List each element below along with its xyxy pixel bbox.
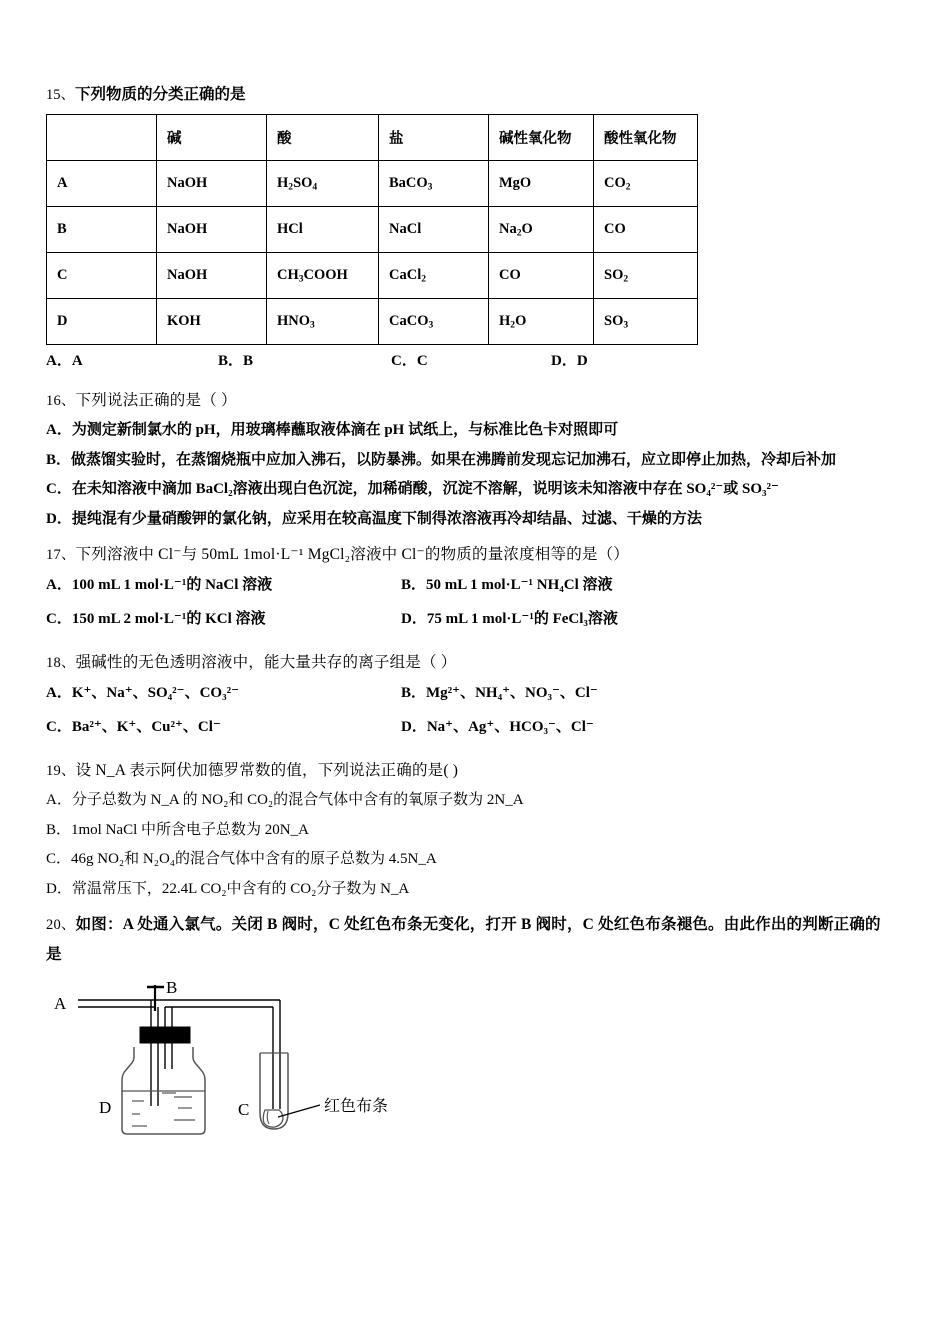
question-17-option-c[interactable]: C．150 mL 2 mol·L⁻¹的 KCl 溶液: [46, 611, 266, 628]
cell-acid: $CH_3COOH$: [267, 253, 379, 299]
table-header-base: 碱: [157, 115, 267, 161]
question-19-option-d[interactable]: D．常温常压下，22.4L CO₂中含有的 CO₂分子数为 N_A: [46, 880, 410, 897]
cell-salt: CaCO$_3$: [379, 299, 489, 345]
cell-basic-oxide: MgO: [489, 161, 594, 207]
diagram-label-C: C: [238, 1100, 250, 1120]
question-19-stem: [46, 759, 914, 783]
question-18-text: 强碱性的无色透明溶液中，能大量共存的离子组是（ ）: [75, 654, 457, 672]
question-19-number: 19、: [46, 763, 76, 780]
cell-acidic-oxide: $SO_2$: [594, 253, 698, 299]
cell-acidic-oxide: $SO_3$: [594, 299, 698, 345]
question-15-answers: [46, 349, 914, 375]
cell-base: NaOH: [157, 253, 267, 299]
diagram-label-A: A: [54, 994, 67, 1014]
cell-basic-oxide: $Na_2O$: [489, 207, 594, 253]
cell-salt: NaCl: [379, 207, 489, 253]
question-20-stem-line-1: [46, 913, 914, 937]
cell-basic-oxide: CO: [489, 253, 594, 299]
cell-acidic-oxide: $CO_2$: [594, 161, 698, 207]
answer-option-b[interactable]: B．B: [218, 353, 254, 369]
table-header-acidic-oxide: 酸性氧化物: [594, 115, 698, 161]
cell-acidic-oxide: CO: [594, 207, 698, 253]
page-content: [46, 82, 914, 1161]
cloth-strip-leader-line: [278, 1105, 320, 1117]
table-row: [47, 207, 698, 253]
question-15-number: 15、: [46, 87, 75, 103]
question-18-option-row-1: [46, 681, 914, 711]
question-16-text: 下列说法正确的是（ ）: [75, 392, 237, 409]
cell-acid: HCl: [267, 207, 379, 253]
table-row: [47, 161, 698, 207]
question-19-option-a[interactable]: A．分子总数为 N_A 的 NO₂和 CO₂的混合气体中含有的氧原子数为 2N_A: [46, 792, 524, 809]
question-17-option-a[interactable]: A．100 mL 1 mol·L⁻¹的 NaCl 溶液: [46, 577, 273, 594]
classification-table: [46, 114, 698, 345]
row-label: D: [47, 299, 157, 345]
question-16-number: 16、: [46, 393, 76, 409]
table-header-blank: [47, 115, 157, 161]
question-19-text: 设 N_A 表示阿伏加德罗常数的值，下列说法正确的是( ): [75, 762, 459, 780]
question-18-option-row-2: [46, 715, 914, 745]
apparatus-diagram: [52, 981, 452, 1161]
rubber-stopper: [140, 1027, 190, 1043]
question-15-text: 下列物质的分类正确的是: [75, 86, 246, 103]
table-row: [47, 253, 698, 299]
cell-salt: CaCl$_2$: [379, 253, 489, 299]
apparatus-svg: [52, 981, 452, 1161]
question-19-option-c[interactable]: C．46g NO₂和 N₂O₄的混合气体中含有的原子总数为 4.5N_A: [46, 851, 437, 868]
cloth-strip-label: 红色布条: [324, 1098, 389, 1116]
question-17-number: 17、: [46, 547, 76, 564]
cell-base: NaOH: [157, 161, 267, 207]
row-label: C: [47, 253, 157, 299]
row-label: A: [47, 161, 157, 207]
question-16-option-b[interactable]: B．做蒸馏实验时，在蒸馏烧瓶中应加入沸石，以防暴沸。如果在沸腾前发现忘记加沸石，应立即停止加热，冷却后补加: [46, 451, 837, 468]
question-17-option-d[interactable]: D．75 mL 1 mol·L⁻¹的 FeCl₃溶液: [401, 611, 618, 628]
question-18-option-d[interactable]: D．Na⁺、Ag⁺、HCO₃⁻、Cl⁻: [401, 719, 594, 736]
cell-salt: BaCO$_3$: [379, 161, 489, 207]
table-body: [47, 161, 698, 345]
question-16-option-a[interactable]: A．为测定新制氯水的 pH，用玻璃棒蘸取液体滴在 pH 试纸上，与标准比色卡对照即可: [46, 422, 619, 439]
table-header-basic-oxide: 碱性氧化物: [489, 115, 594, 161]
row-label: B: [47, 207, 157, 253]
question-20-stem-line-2: 是: [46, 946, 62, 964]
question-16-option-d[interactable]: D．提纯混有少量硝酸钾的氯化钠，应采用在较高温度下制得浓溶液再冷却结晶、过滤、干燥的方法: [46, 510, 702, 527]
table-row: [47, 299, 698, 345]
question-19-option-b[interactable]: B．1mol NaCl 中所含电子总数为 20N_A: [46, 821, 309, 838]
table-header-row: [47, 115, 698, 161]
question-20-number: 20、: [46, 917, 76, 934]
question-18-option-a[interactable]: A．K⁺、Na⁺、SO₄²⁻、CO₃²⁻: [46, 685, 240, 702]
cell-basic-oxide: $H_2O$: [489, 299, 594, 345]
table-header-acid: 酸: [267, 115, 379, 161]
question-15-stem: [46, 82, 914, 104]
answer-option-d[interactable]: D．D: [551, 353, 588, 369]
question-18-option-b[interactable]: B．Mg²⁺、NH₄⁺、NO₃⁻、Cl⁻: [401, 685, 598, 702]
question-17-option-b[interactable]: B．50 mL 1 mol·L⁻¹ NH₄Cl 溶液: [401, 577, 613, 594]
diagram-label-B: B: [166, 981, 178, 998]
cloth-strip-shape: [263, 1110, 283, 1127]
question-16-option-c[interactable]: C．在未知溶液中滴加 BaCl₂溶液出现白色沉淀，加稀硝酸，沉淀不溶解，说明该未知溶液中存在 SO₄²⁻或 SO₃²⁻: [46, 481, 779, 498]
question-18-option-c[interactable]: C．Ba²⁺、K⁺、Cu²⁺、Cl⁻: [46, 719, 221, 736]
question-17-option-row-1: [46, 573, 914, 603]
question-20-text: 如图：A 处通入氯气。关闭 B 阀时，C 处红色布条无变化，打开 B 阀时，C 处红色布条褪色。由此作出的判断正确的: [75, 916, 881, 934]
question-18-number: 18、: [46, 655, 76, 672]
cell-acid: $H_2SO_4$: [267, 161, 379, 207]
cell-base: KOH: [157, 299, 267, 345]
question-17-text: 下列溶液中 Cl⁻与 50mL 1mol·L⁻¹ MgCl₂溶液中 Cl⁻的物质的量浓度相等的是（）: [75, 546, 629, 564]
answer-option-a[interactable]: A．A: [46, 353, 83, 369]
question-17-option-row-2: [46, 607, 914, 637]
question-18-stem: [46, 651, 914, 675]
cloth-strip-fold: [267, 1111, 269, 1124]
question-16-stem: [46, 389, 914, 413]
table-header-salt: 盐: [379, 115, 489, 161]
cell-base: NaOH: [157, 207, 267, 253]
cell-acid: $HNO_3$: [267, 299, 379, 345]
test-tube-outline: [260, 1053, 288, 1129]
question-17-stem: [46, 543, 914, 567]
answer-option-c[interactable]: C．C: [391, 353, 428, 369]
diagram-label-D: D: [99, 1098, 112, 1118]
